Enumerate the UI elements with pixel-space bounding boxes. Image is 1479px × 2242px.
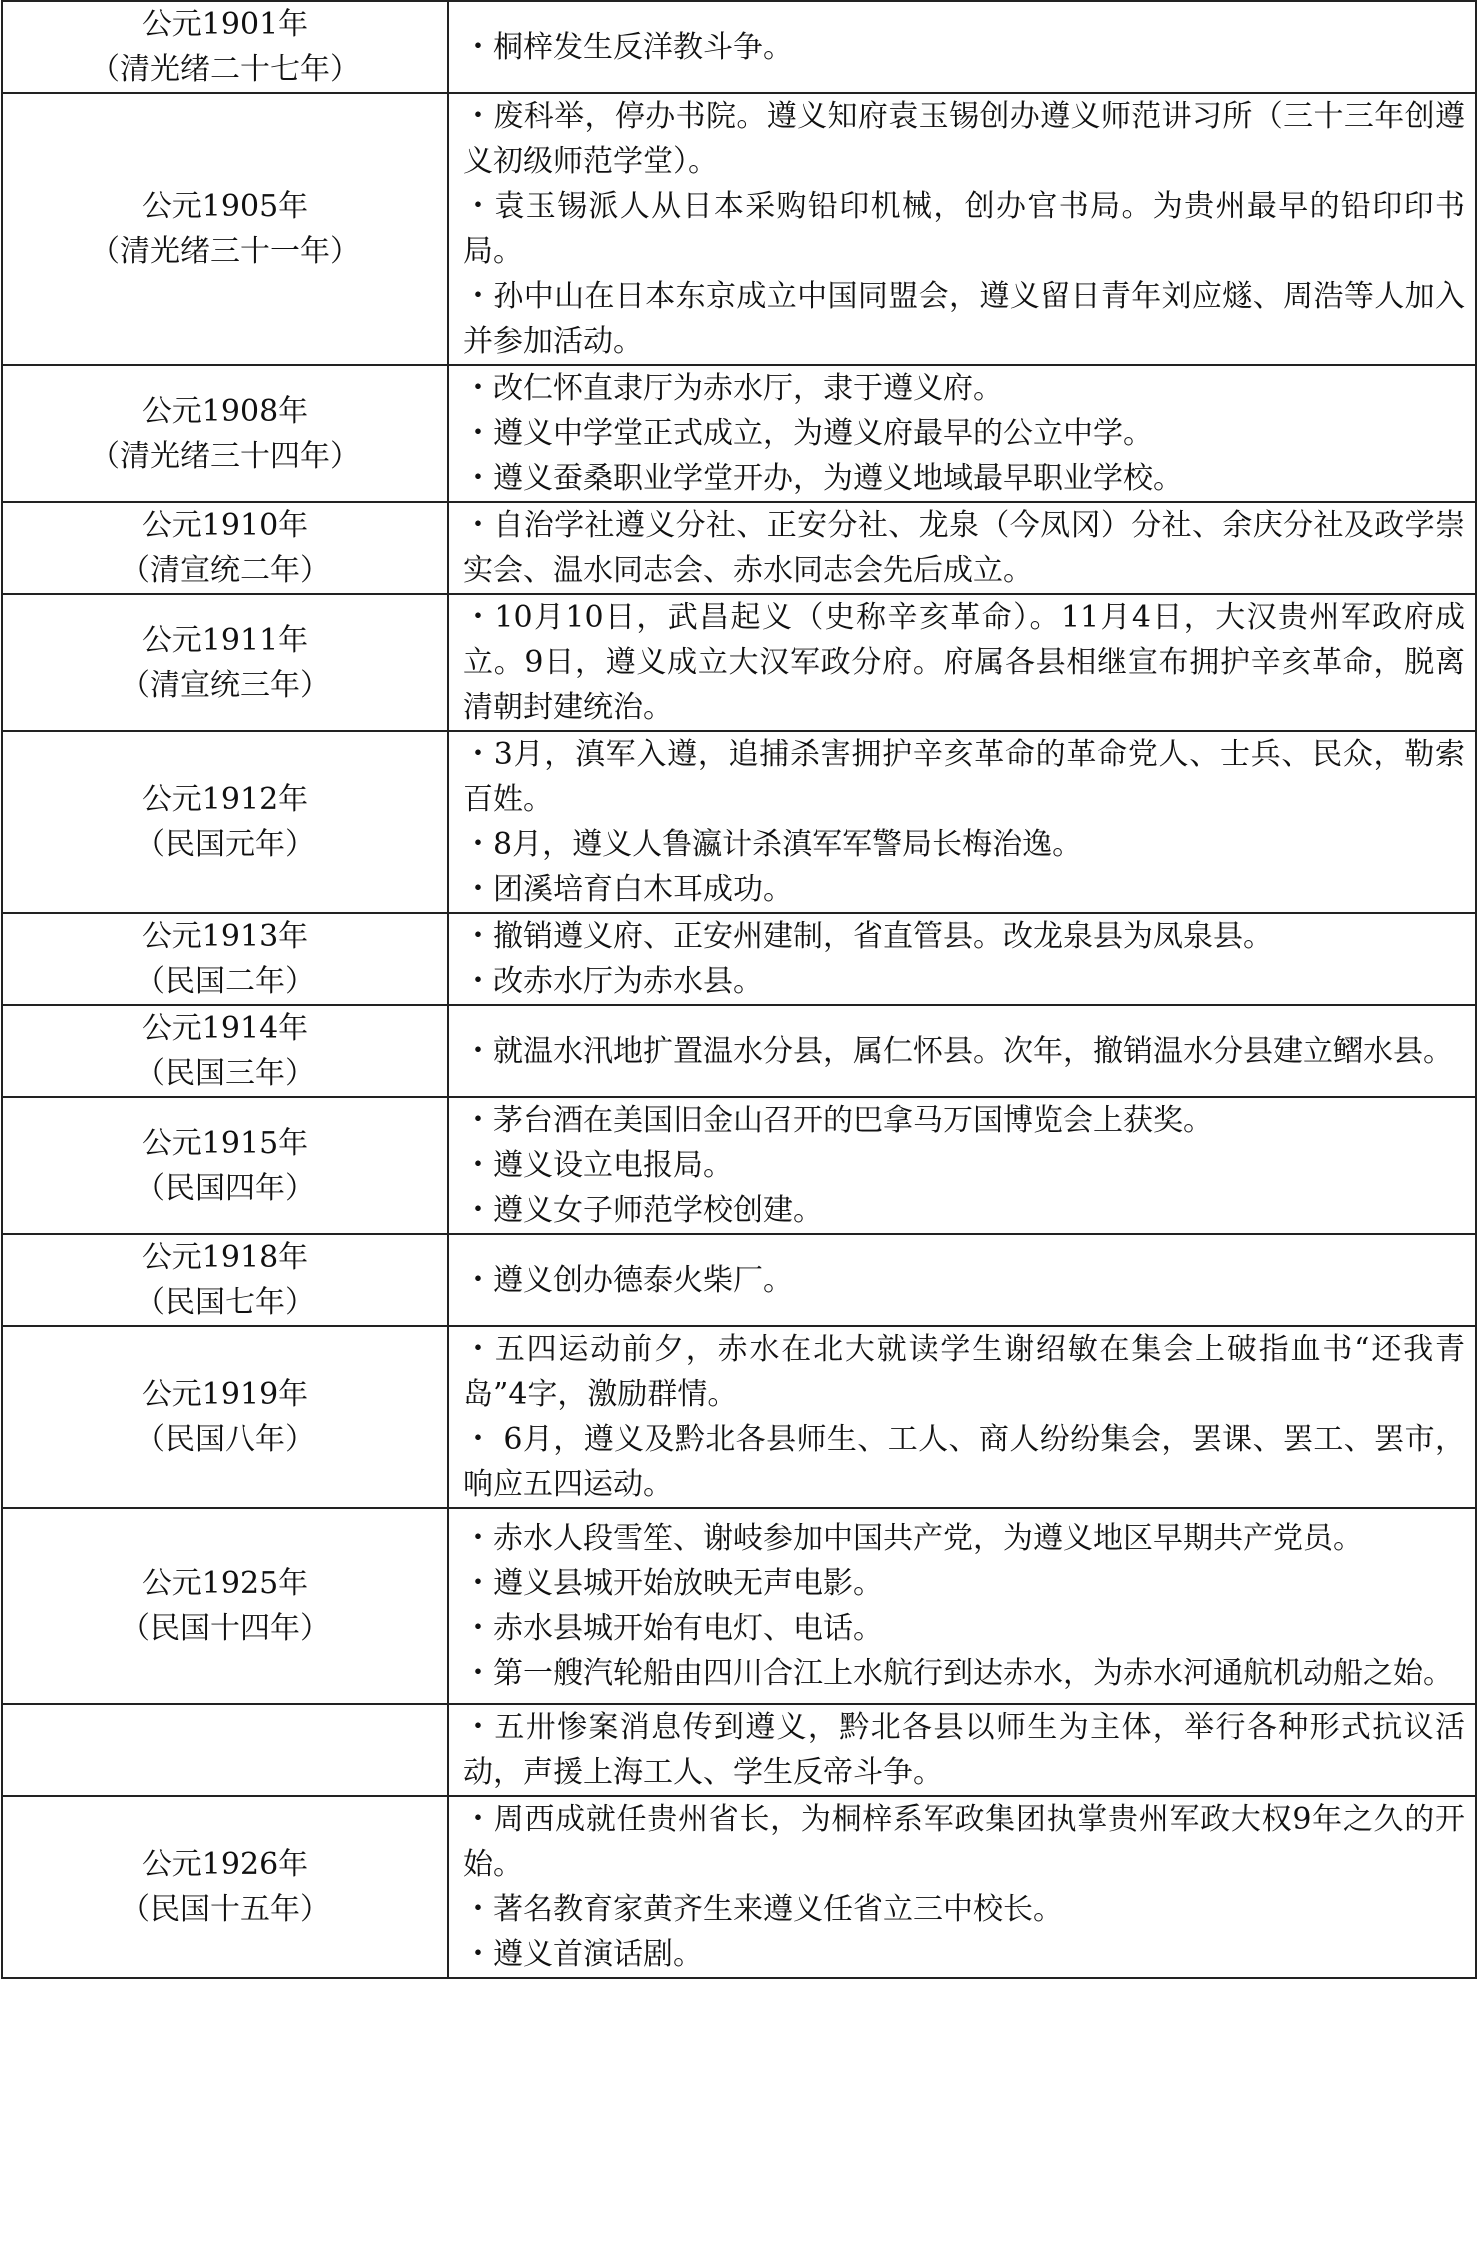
era-year-label: （清光绪二十七年）: [90, 52, 360, 87]
events-cell: [448, 502, 1476, 594]
events-cell: [448, 1326, 1476, 1508]
table-row: [2, 1005, 1476, 1097]
events-cell: [448, 594, 1476, 731]
era-year-label: （清光绪三十一年）: [90, 234, 360, 269]
year-cell: [2, 502, 448, 594]
gregorian-year-label: 公元1914年: [141, 1011, 309, 1046]
gregorian-year-label: 公元1908年: [141, 393, 309, 429]
event-item: ・赤水人段雪笙、谢岐参加中国共产党，为遵义地区早期共产党员。: [463, 1521, 1363, 1556]
table-row: [2, 93, 1476, 365]
era-year-label: （民国四年）: [135, 1170, 315, 1206]
era-year-label: （清宣统二年）: [120, 553, 330, 588]
event-item: ・改赤水厅为赤水县。: [463, 964, 763, 999]
event-item: ・撤销遵义府、正安州建制，省直管县。改龙泉县为凤泉县。: [463, 919, 1273, 954]
table-row: [2, 1097, 1476, 1234]
event-item: ・第一艘汽轮船由四川合江上水航行到达赤水，为赤水河通航机动船之始。: [463, 1656, 1453, 1691]
event-item: ・著名教育家黄齐生来遵义任省立三中校长。: [463, 1892, 1063, 1927]
event-item: ・遵义首演话剧。: [463, 1937, 703, 1972]
table-row: [2, 1, 1476, 93]
event-item: ・10月10日，武昌起义（史称辛亥革命）。11月4日，大汉贵州军政府成立。9日，遵义成立大汉军政分府。府属各县相继宣布拥护辛亥革命，脱离清朝封建统治。: [463, 600, 1465, 725]
events-cell: [448, 1, 1476, 93]
gregorian-year-label: 公元1918年: [141, 1240, 309, 1275]
table-row: [2, 1508, 1476, 1704]
era-year-label: （民国十五年）: [120, 1892, 330, 1927]
event-item: ・遵义创办德泰火柴厂。: [463, 1262, 793, 1298]
era-year-label: （民国十四年）: [120, 1611, 330, 1646]
era-year-label: （民国三年）: [135, 1056, 315, 1091]
year-cell: [2, 1005, 448, 1097]
events-cell: [448, 1097, 1476, 1234]
events-cell: [448, 1796, 1476, 1978]
year-cell: [2, 1, 448, 93]
event-item: ・废科举，停办书院。遵义知府袁玉锡创办遵义师范讲习所（三十三年创遵义初级师范学堂）。: [463, 99, 1465, 179]
gregorian-year-label: 公元1910年: [141, 508, 309, 543]
event-item: ・遵义中学堂正式成立，为遵义府最早的公立中学。: [463, 416, 1153, 451]
era-year-label: （民国八年）: [135, 1422, 315, 1457]
year-cell: [2, 93, 448, 365]
table-row: [2, 1796, 1476, 1978]
event-item: ・遵义县城开始放映无声电影。: [463, 1566, 883, 1601]
event-item: ・桐梓发生反洋教斗争。: [463, 29, 793, 65]
event-item: ・茅台酒在美国旧金山召开的巴拿马万国博览会上获奖。: [463, 1103, 1213, 1138]
year-cell: [2, 1508, 448, 1704]
year-cell: [2, 1796, 448, 1978]
year-cell: [2, 1234, 448, 1326]
event-item: ・就温水汛地扩置温水分县，属仁怀县。次年，撤销温水分县建立鳛水县。: [463, 1033, 1453, 1069]
table-row: [2, 1704, 1476, 1796]
events-cell: [448, 913, 1476, 1005]
event-item: ・五卅惨案消息传到遵义，黔北各县以师生为主体，举行各种形式抗议活动，声援上海工人、学生反帝斗争。: [463, 1710, 1465, 1790]
year-cell: [2, 1326, 448, 1508]
table-row: [2, 731, 1476, 913]
era-year-label: （民国七年）: [135, 1285, 315, 1320]
gregorian-year-label: 公元1919年: [141, 1377, 309, 1412]
year-cell: [2, 594, 448, 731]
event-item: ・袁玉锡派人从日本采购铅印机械，创办官书局。为贵州最早的铅印印书局。: [463, 189, 1465, 269]
table-row: [2, 1326, 1476, 1508]
events-cell: [448, 1234, 1476, 1326]
event-item: ・五四运动前夕，赤水在北大就读学生谢绍敏在集会上破指血书“还我青岛”4字，激励群情。: [463, 1332, 1465, 1412]
era-year-label: （民国元年）: [135, 827, 315, 862]
event-item: ・赤水县城开始有电灯、电话。: [463, 1611, 883, 1646]
events-cell: [448, 1508, 1476, 1704]
table-row: [2, 365, 1476, 502]
gregorian-year-label: 公元1915年: [141, 1125, 309, 1161]
event-item: ・3月，滇军入遵，追捕杀害拥护辛亥革命的革命党人、士兵、民众，勒索百姓。: [463, 737, 1465, 817]
gregorian-year-label: 公元1925年: [141, 1566, 309, 1601]
year-cell: [2, 913, 448, 1005]
event-item: ・团溪培育白木耳成功。: [463, 872, 793, 907]
table-row: [2, 594, 1476, 731]
event-item: ・遵义女子师范学校创建。: [463, 1193, 823, 1228]
event-item: ・8月，遵义人鲁瀛计杀滇军军警局长梅治逸。: [463, 827, 1083, 862]
events-cell: [448, 1704, 1476, 1796]
gregorian-year-label: 公元1911年: [141, 622, 309, 658]
table-row: [2, 1234, 1476, 1326]
event-item: ・改仁怀直隶厅为赤水厅，隶于遵义府。: [463, 371, 1003, 406]
year-cell: [2, 731, 448, 913]
events-cell: [448, 1005, 1476, 1097]
event-item: ・ 6月，遵义及黔北各县师生、工人、商人纷纷集会，罢课、罢工、罢市，响应五四运动。: [463, 1422, 1465, 1502]
events-cell: [448, 93, 1476, 365]
era-year-label: （清宣统三年）: [120, 667, 330, 703]
gregorian-year-label: 公元1913年: [141, 919, 309, 954]
event-item: ・遵义设立电报局。: [463, 1148, 733, 1183]
event-item: ・自治学社遵义分社、正安分社、龙泉（今凤冈）分社、余庆分社及政学崇实会、温水同志会、赤水同志会先后成立。: [463, 508, 1465, 588]
era-year-label: （清光绪三十四年）: [90, 438, 360, 474]
gregorian-year-label: 公元1901年: [141, 7, 309, 42]
table-row: [2, 913, 1476, 1005]
year-cell: [2, 365, 448, 502]
events-cell: [448, 365, 1476, 502]
event-item: ・孙中山在日本东京成立中国同盟会，遵义留日青年刘应燧、周浩等人加入并参加活动。: [463, 279, 1465, 359]
events-cell: [448, 731, 1476, 913]
year-cell: [2, 1097, 448, 1234]
event-item: ・周西成就任贵州省长，为桐梓系军政集团执掌贵州军政大权9年之久的开始。: [463, 1802, 1465, 1882]
chronology-table: [1, 0, 1477, 1979]
gregorian-year-label: 公元1905年: [141, 189, 309, 224]
era-year-label: （民国二年）: [135, 964, 315, 999]
event-item: ・遵义蚕桑职业学堂开办，为遵义地域最早职业学校。: [463, 461, 1183, 496]
year-cell: [2, 1704, 448, 1796]
gregorian-year-label: 公元1926年: [141, 1847, 309, 1882]
table-row: [2, 502, 1476, 594]
gregorian-year-label: 公元1912年: [141, 782, 309, 817]
chronology-table-body: [2, 1, 1476, 1978]
